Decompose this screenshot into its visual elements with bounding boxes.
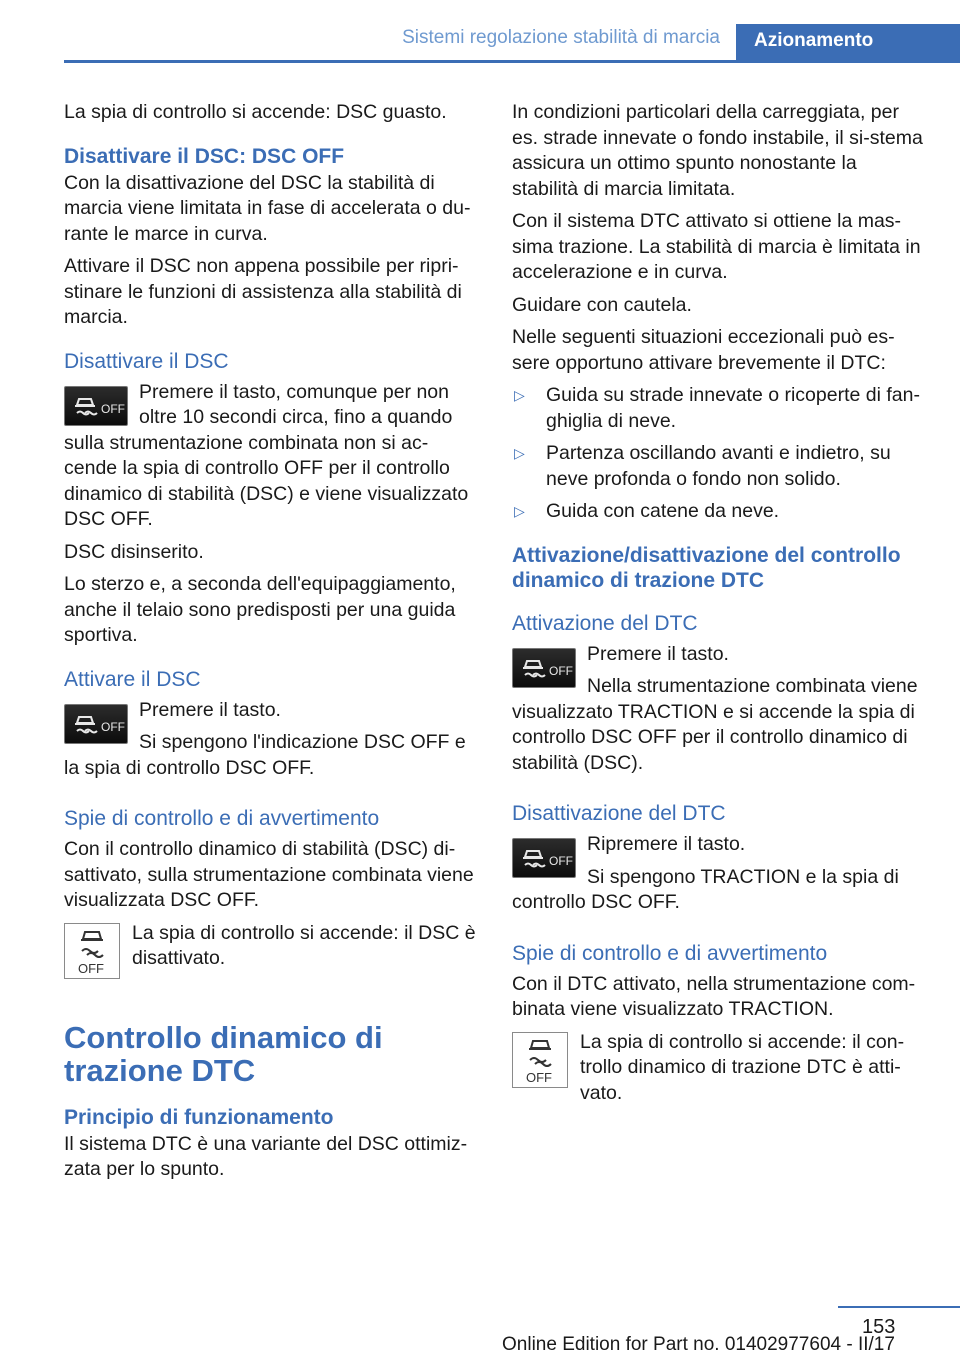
paragraph: Con il DTC attivato, nella strumentazione com-binata viene visualizzato TRACTION. — [512, 972, 916, 1020]
lamp-off-label: OFF — [526, 1069, 552, 1085]
paragraph: Nella strumentazione combinata viene visualizzato TRACTION e si accende la spia di controllo DSC OFF per il controllo dinamico di stabilità (DSC). — [512, 675, 918, 774]
heading-spie: Spie di controllo e di avvertimento — [512, 941, 828, 965]
dsc-off-warning-lamp-icon — [64, 923, 120, 979]
list-item: ▷ Guida su strade innevate o ricoperte di fan-ghiglia di neve. — [514, 384, 920, 432]
paragraph: La spia di controllo si accende: il con-trollo dinamico di trazione DTC è atti-vato. — [580, 1030, 905, 1104]
button-off-label: OFF — [101, 719, 125, 734]
left-column — [64, 100, 480, 1190]
footer-edition: Online Edition for Part no. 01402977604 - II/17 — [502, 1334, 895, 1355]
triangle-bullet-icon: ▷ — [514, 445, 525, 461]
lamp-off-label: OFF — [78, 960, 104, 976]
paragraph: La spia di controllo si accende: DSC guasto. — [64, 101, 447, 123]
dsc-off-button-icon — [512, 648, 576, 688]
paragraph: Attivare il DSC non appena possibile per ripri-stinare le funzioni di assistenza alla stabilità di marcia. — [64, 255, 462, 328]
heading-disattivazione-dtc: Disattivazione del DTC — [512, 802, 726, 825]
paragraph: Premere il tasto. — [587, 642, 729, 665]
heading-disattivare-dsc: Disattivare il DSC — [64, 349, 229, 373]
triangle-bullet-icon: ▷ — [514, 503, 525, 519]
right-column — [512, 100, 928, 1113]
paragraph: In condizioni particolari della carreggiata, per es. strade innevate o fondo instabile, il si-stema assicura un ottimo spunto nonostante la stabilità di marcia limitata. — [512, 101, 923, 200]
list-item: ▷ Partenza oscillando avanti e indietro, su neve profonda o fondo non solido. — [514, 442, 891, 490]
paragraph: DSC disinserito. — [64, 540, 204, 563]
heading-spie: Spie di controllo e di avvertimento — [64, 807, 380, 830]
dsc-off-button-icon — [64, 386, 128, 426]
button-off-label: OFF — [101, 401, 125, 416]
header-rule — [64, 60, 960, 63]
header-chapter-tab: Azionamento — [736, 24, 960, 60]
page-header — [0, 0, 960, 62]
paragraph: Si spengono TRACTION e la spia di controllo DSC OFF. — [512, 865, 899, 913]
header-section-title: Sistemi regolazione stabilità di marcia — [402, 27, 720, 48]
paragraph: Nelle seguenti situazioni eccezionali può es-sere opportuno attivare brevemente il DTC: — [512, 326, 895, 374]
paragraph: Si spengono l'indicazione DSC OFF e la spia di controllo DSC OFF. — [64, 731, 466, 779]
dsc-off-button-icon — [512, 838, 576, 878]
bullet-list — [512, 383, 928, 525]
paragraph: Ripremere il tasto. — [587, 833, 746, 855]
button-off-label: OFF — [549, 663, 573, 678]
dsc-off-button-icon — [64, 704, 128, 744]
triangle-bullet-icon: ▷ — [514, 387, 525, 403]
heading-attivazione-disattivazione: Attivazione/disattivazione del controllo dinamico di trazione DTC — [512, 543, 901, 592]
paragraph: Con la disattivazione del DSC la stabilità di marcia viene limitata in fase di accelerata o du-rante le marce in curva. — [64, 171, 471, 245]
footer-rule — [838, 1306, 960, 1308]
heading-principio: Principio di funzionamento — [64, 1105, 334, 1129]
heading-dsc-off: Disattivare il DSC: DSC OFF — [64, 144, 345, 168]
paragraph: Con il sistema DTC attivato si ottiene la mas-sima trazione. La stabilità di marcia è limitata in accelerazione e in curva. — [512, 210, 921, 283]
heading-attivare-dsc: Attivare il DSC — [64, 667, 201, 691]
paragraph: Lo sterzo e, a seconda dell'equipaggiamento, anche il telaio sono predisposti per una guida sportiva. — [64, 573, 456, 646]
page-number: 153 — [862, 1316, 896, 1338]
paragraph: Guidare con cautela. — [512, 293, 692, 316]
paragraph: Premere il tasto. — [139, 698, 281, 721]
paragraph: Premere il tasto, comunque per non oltre 10 secondi circa, fino a quando sulla strumentazione combinata non si ac-cende la spia di controllo OFF per il controllo dinamico di stabilità (DSC) e viene visualizzato DSC OFF. — [64, 380, 469, 530]
paragraph: La spia di controllo si accende: il DSC è disattivato. — [132, 921, 476, 969]
paragraph: Il sistema DTC è una variante del DSC ottimiz-zata per lo spunto. — [64, 1132, 468, 1180]
list-item: ▷ Guida con catene da neve. — [512, 499, 928, 525]
heading-attivazione-dtc: Attivazione del DTC — [512, 611, 698, 635]
dsc-off-warning-lamp-icon — [512, 1032, 568, 1088]
button-off-label: OFF — [549, 854, 573, 868]
heading-controllo-dtc: Controllo dinamico di trazione DTC — [64, 1019, 383, 1088]
paragraph: Con il controllo dinamico di stabilità (DSC) di-sattivato, sulla strumentazione combinata viene visualizzata DSC OFF. — [64, 838, 474, 911]
